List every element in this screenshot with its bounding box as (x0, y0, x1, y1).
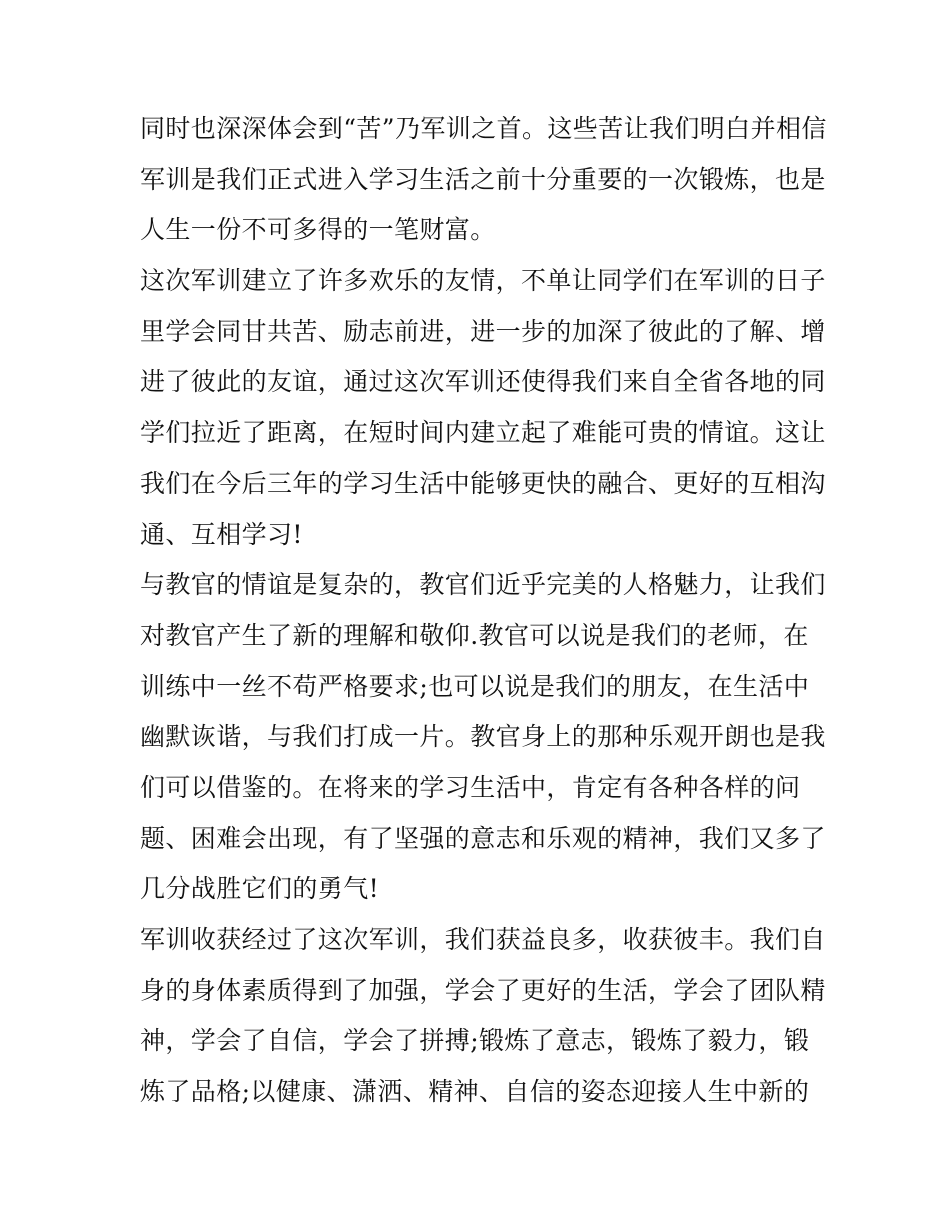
text-line: 幽默诙谐，与我们打成一片。教官身上的那种乐观开朗也是我 (140, 722, 826, 752)
text-line: 我们在今后三年的学习生活中能够更快的融合、更好的互相沟 (140, 468, 826, 498)
text-line: 训练中一丝不苟严格要求;也可以说是我们的朋友，在生活中 (140, 671, 810, 701)
text-line: 这次军训建立了许多欢乐的友情，不单让同学们在军训的日子 (140, 266, 826, 296)
text-line: 进了彼此的友谊，通过这次军训还使得我们来自全省各地的同 (140, 367, 826, 397)
text-line: 通、互相学习! (140, 519, 303, 549)
text-line: 里学会同甘共苦、励志前进，进一步的加深了彼此的了解、增 (140, 316, 826, 346)
text-line: 军训是我们正式进入学习生活之前十分重要的一次锻炼，也是 (140, 164, 826, 194)
text-line: 们可以借鉴的。在将来的学习生活中，肯定有各种各样的问 (140, 772, 801, 802)
text-line: 与教官的情谊是复杂的，教官们近乎完美的人格魅力，让我们 (140, 570, 826, 600)
text-line: 题、困难会出现，有了坚强的意志和乐观的精神，我们又多了 (140, 823, 826, 853)
text-line: 学们拉近了距离，在短时间内建立起了难能可贵的情谊。这让 (140, 418, 826, 448)
text-line: 对教官产生了新的理解和敬仰.教官可以说是我们的老师，在 (140, 620, 809, 650)
text-line: 炼了品格;以健康、潇洒、精神、自信的姿态迎接人生中新的 (140, 1077, 810, 1107)
text-line: 身的身体素质得到了加强，学会了更好的生活，学会了团队精 (140, 975, 826, 1005)
text-line: 同时也深深体会到“苦”乃军训之首。这些苦让我们明白并相信 (140, 114, 827, 143)
text-line: 几分战胜它们的勇气! (140, 874, 380, 904)
text-line: 军训收获经过了这次军训，我们获益良多，收获彼丰。我们自 (140, 925, 826, 954)
text-line: 神，学会了自信，学会了拼搏;锻炼了意志，锻炼了毅力，锻 (140, 1026, 810, 1056)
document-body (140, 104, 827, 1118)
text-line: 人生一份不可多得的一笔财富。 (140, 215, 496, 245)
